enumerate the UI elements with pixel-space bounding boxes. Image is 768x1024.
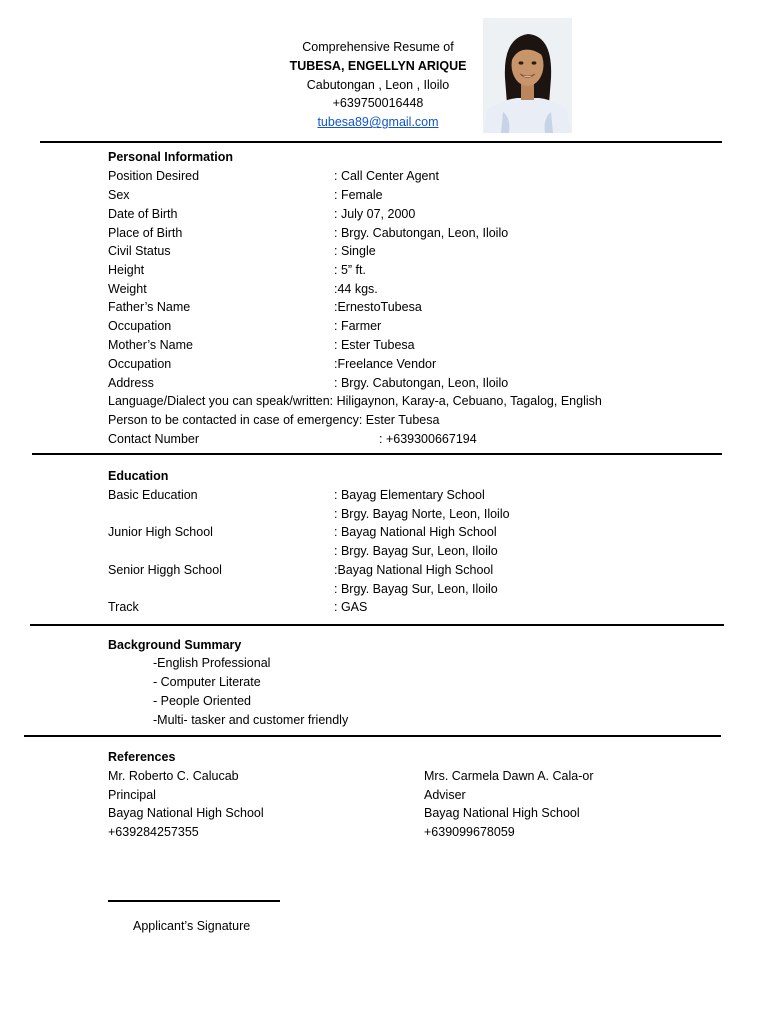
education-row	[0, 505, 768, 524]
applicant-address: Cabutongan , Leon , Iloilo	[306, 77, 450, 92]
personal-row	[0, 261, 768, 280]
applicant-phone: +639750016448	[332, 96, 424, 111]
personal-row	[0, 336, 768, 355]
personal-row	[0, 205, 768, 224]
personal-row-label: Occupation	[108, 319, 172, 333]
personal-row	[0, 280, 768, 299]
personal-row	[0, 317, 768, 336]
reference-school: Bayag National High School	[108, 806, 264, 820]
personal-row-value: : July 07, 2000	[334, 207, 416, 221]
personal-row	[0, 298, 768, 317]
personal-row-value: : 5” ft.	[334, 263, 366, 277]
personal-row-label: Height	[108, 263, 145, 277]
personal-row-value: :Freelance Vendor	[334, 357, 437, 371]
education-row-label: Junior High School	[108, 525, 213, 539]
divider-header	[40, 141, 722, 143]
personal-row-value: :44 kgs.	[334, 282, 378, 296]
divider-background	[24, 735, 721, 737]
signature-line	[108, 900, 280, 902]
personal-row-label: Weight	[108, 282, 147, 296]
education-row	[0, 598, 768, 617]
personal-row-value: : Brgy. Cabutongan, Leon, Iloilo	[334, 226, 509, 240]
personal-row	[0, 242, 768, 261]
applicant-photo	[483, 18, 572, 133]
applicant-email-link[interactable]: tubesa89@gmail.com	[317, 115, 439, 130]
education-row-value: : GAS	[334, 600, 368, 614]
list-item: -English Professional	[153, 656, 271, 670]
reference-school: Bayag National High School	[424, 806, 580, 820]
reference-name: Mr. Roberto C. Calucab	[108, 769, 239, 783]
resume-header	[280, 38, 476, 132]
education-row	[0, 523, 768, 542]
education-row-value: : Brgy. Bayag Sur, Leon, Iloilo	[334, 544, 498, 558]
reference-phone: +639099678059	[424, 825, 515, 839]
personal-row-value: : Call Center Agent	[334, 169, 439, 183]
signature-label: Applicant’s Signature	[133, 919, 251, 933]
education-row-value: : Brgy. Bayag Norte, Leon, Iloilo	[334, 507, 510, 521]
divider-education	[30, 624, 724, 626]
personal-row	[0, 355, 768, 374]
education-row	[0, 580, 768, 599]
education-row-label: Track	[108, 600, 139, 614]
personal-row-value: : Brgy. Cabutongan, Leon, Iloilo	[334, 376, 509, 390]
contact-number-value: : +639300667194	[379, 432, 477, 446]
language-row: Language/Dialect you can speak/written: Hiligaynon, Karay-a, Cebuano, Tagalog, English	[108, 394, 602, 408]
personal-row	[0, 374, 768, 393]
list-item: -Multi- tasker and customer friendly	[153, 713, 349, 727]
list-item: - Computer Literate	[153, 675, 261, 689]
personal-row-label: Occupation	[108, 357, 172, 371]
personal-row-value: : Ester Tubesa	[334, 338, 415, 352]
personal-row-label: Mother’s Name	[108, 338, 193, 352]
education-row	[0, 542, 768, 561]
personal-row	[0, 186, 768, 205]
contact-number-row	[0, 430, 768, 449]
personal-row-value: : Single	[334, 244, 376, 258]
personal-row-label: Position Desired	[108, 169, 200, 183]
education-row-value: : Bayag Elementary School	[334, 488, 485, 502]
personal-row	[0, 224, 768, 243]
reference-name: Mrs. Carmela Dawn A. Cala-or	[424, 769, 594, 783]
personal-row-label: Address	[108, 376, 154, 390]
education-row-value: : Bayag National High School	[334, 525, 497, 539]
references-title: References	[108, 750, 176, 764]
header-title: Comprehensive Resume of	[302, 40, 454, 54]
personal-row	[0, 167, 768, 186]
personal-info-title: Personal Information	[108, 150, 234, 164]
personal-row-value: : Female	[334, 188, 383, 202]
reference-position: Principal	[108, 788, 156, 802]
education-row-value: : Brgy. Bayag Sur, Leon, Iloilo	[334, 582, 498, 596]
list-item: - People Oriented	[153, 694, 251, 708]
personal-row-label: Civil Status	[108, 244, 171, 258]
applicant-name: TUBESA, ENGELLYN ARIQUE	[289, 58, 467, 73]
education-row-label: Basic Education	[108, 488, 198, 502]
personal-row-label: Place of Birth	[108, 226, 183, 240]
background-summary-title: Background Summary	[108, 638, 242, 652]
education-row	[0, 561, 768, 580]
reference-phone: +639284257355	[108, 825, 199, 839]
divider-personal	[32, 453, 722, 455]
education-row-label: Senior Higgh School	[108, 563, 222, 577]
contact-number-label: Contact Number	[108, 432, 200, 446]
education-title: Education	[108, 469, 169, 483]
personal-row-value: :ErnestoTubesa	[334, 300, 422, 314]
reference-position: Adviser	[424, 788, 466, 802]
personal-row-value: : Farmer	[334, 319, 382, 333]
education-row-value: :Bayag National High School	[334, 563, 494, 577]
emergency-contact-row: Person to be contacted in case of emergency: Ester Tubesa	[108, 413, 440, 427]
personal-row-label: Date of Birth	[108, 207, 178, 221]
personal-row-label: Father’s Name	[108, 300, 191, 314]
education-row	[0, 486, 768, 505]
personal-row-label: Sex	[108, 188, 130, 202]
